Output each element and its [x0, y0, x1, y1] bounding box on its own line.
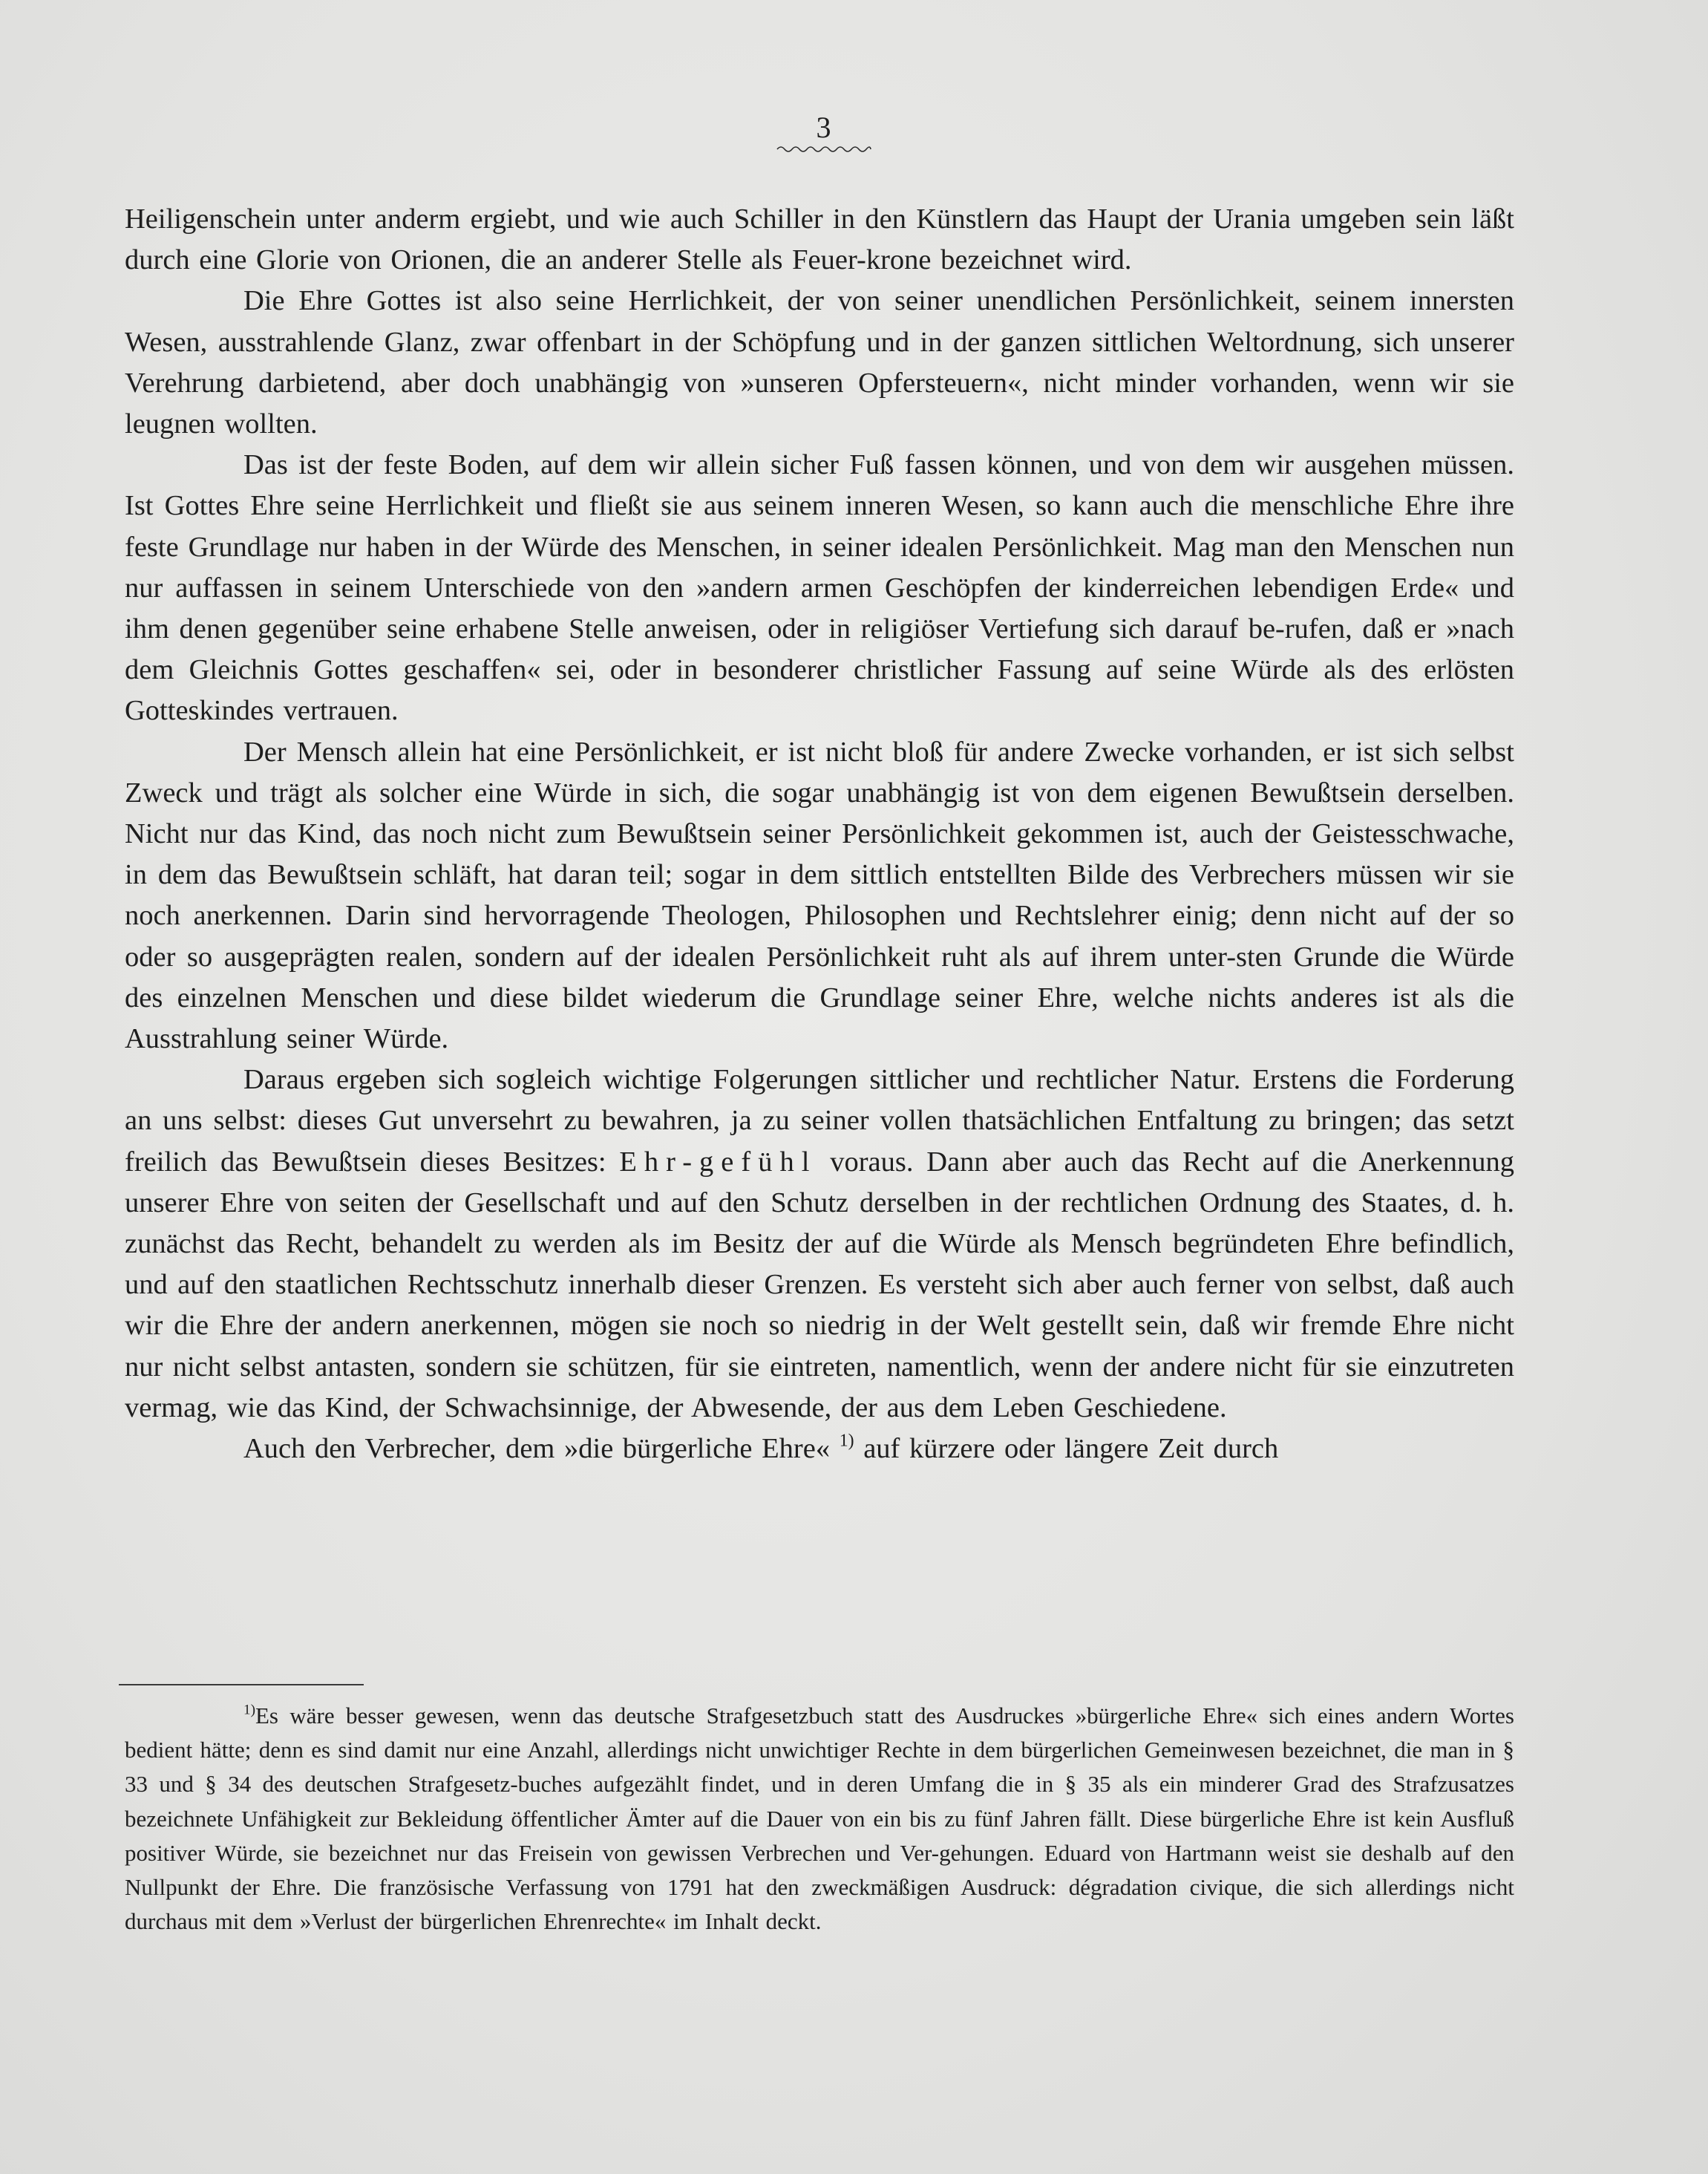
paragraph-verbrecher [125, 1429, 1514, 1469]
footnote-marker: 1) [243, 1702, 255, 1718]
wavy-ornament-icon [776, 144, 872, 154]
paragraph-text-before: Auch den Verbrecher, dem »die bürgerliche Ehre« [243, 1433, 840, 1465]
paragraph-text-after: auf kürzere oder längere Zeit durch [854, 1433, 1279, 1465]
main-text [125, 199, 1514, 1469]
footnote [125, 1699, 1514, 1939]
footnote-reference: 1) [839, 1431, 854, 1451]
paragraph-text-after: voraus. Dann aber auch das Recht auf die Anerkennung unserer Ehre von seiten der Gesellschaft und auf den Schutz derselben in der rechtlichen Ordnung des Staates, d. h. zunächst das Recht, behandelt zu werden als im Besitz der auf die Würde als Mensch begründeten Ehre befindlich, und auf den staatlichen Rechtsschutz innerhalb dieser Grenzen. Es versteht sich aber auch ferner von selbst, daß auch wir die Ehre der andern anerkennen, mögen sie noch so niedrig in der Welt gestellt sein, daß wir fremde Ehre nicht nur nicht selbst antasten, sondern sie schützen, für sie eintreten, namentlich, wenn der andere nicht für sie einzutreten vermag, wie das Kind, der Schwachsinnige, der Abwesende, der aus dem Leben Geschiedene. [125, 1146, 1514, 1423]
footnote-divider [119, 1684, 364, 1685]
footnote-paragraph [125, 1699, 1514, 1939]
paragraph-ehre-gottes: Die Ehre Gottes ist also seine Herrlichkeit, der von seiner unendlichen Persönlichkeit, seinem innersten Wesen, ausstrahlende Glanz, zwar offenbart in der Schöpfung und in der ganzen sittlichen Weltordnung, sich unserer Verehrung darbietend, aber doch unabhängig von »unseren Opfersteuern«, nicht minder vorhanden, wenn wir sie leugnen wollten. [125, 285, 1514, 440]
paragraph-text-before: Daraus ergeben sich sogleich wichtige Folgerungen sittlicher und rechtlicher Natur. Erstens die Forderung an uns selbst: dieses Gut unversehrt zu bewahren, ja zu seiner vollen thatsächlichen Entfaltung zu bringen; das setzt freilich das Bewußtsein dieses Besitzes: [125, 1064, 1514, 1178]
paragraph-persoenlichkeit: Der Mensch allein hat eine Persönlichkeit, er ist nicht bloß für andere Zwecke vorhanden, er ist sich selbst Zweck und trägt als solcher eine Würde in sich, die sogar unabhängig ist von dem eigenen Bewußtsein derselben. Nicht nur das Kind, das noch nicht zum Bewußtsein seiner Persönlichkeit gekommen ist, auch der Geistesschwache, in dem das Bewußtsein schläft, hat daran teil; sogar in dem sittlich entstellten Bilde des Verbrechers müssen wir sie noch anerkennen. Darin sind hervorragende Theologen, Philosophen und Rechtslehrer einig; denn nicht auf der so oder so ausgeprägten realen, sondern auf der idealen Persönlichkeit ruht als auf ihrem unter-sten Grunde die Würde des einzelnen Menschen und diese bildet wiederum die Grundlage seiner Ehre, welche nichts anderes ist als die Ausstrahlung seiner Würde. [125, 736, 1514, 1055]
paragraph-folgerungen [125, 1060, 1514, 1429]
paragraph-fester-boden: Das ist der feste Boden, auf dem wir allein sicher Fuß fassen können, und von dem wir ausgehen müssen. Ist Gottes Ehre seine Herrlichkeit und fließt sie aus seinem inneren Wesen, so kann auch die menschliche Ehre ihre feste Grundlage nur haben in der Würde des Menschen, in seiner idealen Persönlichkeit. Mag man den Menschen nun nur auffassen in seinem Unterschiede von den »andern armen Geschöpfen der kinderreichen lebendigen Erde« und ihm denen gegenüber seine erhabene Stelle anweisen, oder in religiöser Vertiefung sich darauf be-rufen, daß er »nach dem Gleichnis Gottes geschaffen« sei, oder in besonderer christlicher Fassung auf seine Würde als des erlösten Gotteskindes vertrauen. [125, 449, 1514, 727]
footnote-text: Es wäre besser gewesen, wenn das deutsche Strafgesetzbuch statt des Ausdruckes »bürgerliche Ehre« sich eines andern Wortes bedient hätte; denn es sind damit nur eine Anzahl, allerdings nicht unwichtiger Rechte in dem bürgerlichen Gemeinwesen bezeichnet, die man in § 33 und § 34 des deutschen Strafgesetz-buches aufgezählt findet, und in deren Umfang die in § 35 als ein minderer Grad des Strafzusatzes bezeichnete Unfähigkeit zur Bekleidung öffentlicher Ämter auf die Dauer von ein bis zu fünf Jahren fällt. Diese bürgerliche Ehre ist kein Ausfluß positiver Würde, sie bezeichnet nur das Freisein von gewissen Verbrechen und Ver-gehungen. Eduard von Hartmann weist sie deshalb auf den Nullpunkt der Ehre. Die französische Verfassung von 1791 hat den zweckmäßigen Ausdruck: dégradation civique, die sich allerdings nicht durchaus mit dem »Verlust der bürgerlichen Ehrenrechte« im Inhalt deckt. [125, 1703, 1514, 1935]
page-number: 3 [816, 111, 832, 144]
paragraph-continuation: Heiligenschein unter anderm ergiebt, und wie auch Schiller in den Künstlern das Haupt der Urania umgeben sein läßt durch eine Glorie von Orionen, die an anderer Stelle als Feuer-krone bezeichnet wird. [125, 203, 1514, 276]
spaced-term: Ehr-gefühl [619, 1146, 817, 1178]
page-header [742, 111, 906, 154]
